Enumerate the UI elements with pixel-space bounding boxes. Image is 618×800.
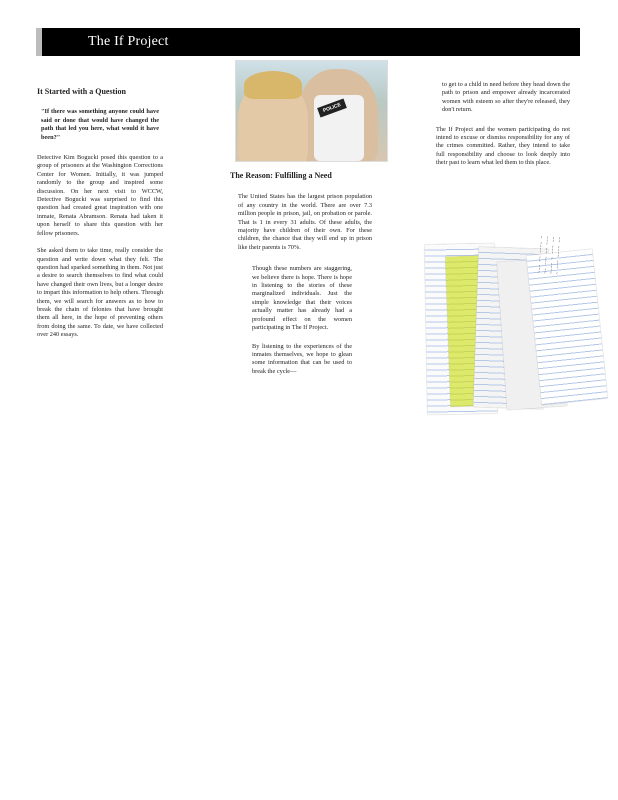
paragraph: The If Project and the women participating do not intend to excuse or dismiss responsibility for any of the crimes committed. Rather, they intend to take full responsibility and choose to look deeply into their past to learn what led them to this place.	[436, 125, 570, 167]
column-right	[436, 81, 570, 174]
paragraph: Detective Kim Bogucki posed this question to a group of prisoners at the Washington Corrections Center for Women. Initially, it was jumped randomly to the group and inspired some discussion. On her next visit to WCCW, Detective Bogucki was surprised to find this question had created great inspiration with one inmate, Renata Abramson. Renata had taken it upon herself to share this question with her fellow prisoners.	[37, 154, 163, 237]
paragraph: She asked them to take time, really consider the question and write down what they felt. The question had sparked something in them. Not just a desire to search themselves to find what could have changed their own lives, but a longer desire to impart this information to help others. Through them, we will search for answers as to how to break the chain of felonies that have brought them all here, in the hope of preventing others from doing the same. To date, we have collected over 240 essays.	[37, 247, 163, 339]
column-middle	[230, 172, 372, 376]
title-bar	[36, 28, 580, 56]
page-title: The If Project	[88, 34, 169, 49]
paragraph: The United States has the largest prison population of any country in the world. There are over 7.3 million people in prison, jail, on probation or parole. That is 1 in every 31 adults. Of these adults, the majority have children of their own. For these children, the chance that they will end up in prison like their parents is 70%.	[238, 193, 372, 251]
section-heading-started: It Started with a Question	[37, 87, 126, 96]
paragraph: to get to a child in need before they head down the path to prison and empower already incarcerated women with esteem so after they're released, they don't return.	[442, 81, 570, 114]
handwriting-marks: ~~~ ~~ ~~~~ ~ ~~ ~~~ ~~ ~~~ ~~~~ ~ ~~~ ~~ ~ ~~~ ~~~~ ~~	[536, 235, 562, 275]
handwritten-essays-image	[424, 235, 608, 420]
paragraph: Though these numbers are staggering, we believe there is hope. There is hope in listening to the stories of these marginalized individuals. Just the simple knowledge that their voices actually matter has already had a profound effect on the women participating in The If Project.	[252, 265, 352, 332]
quote-text: "If there was something anyone could have said or done that would have changed the path that led you here, what would it have been?"	[41, 108, 159, 141]
hair-shape	[244, 71, 302, 99]
paragraph: By listening to the experiences of the inmates themselves, we hope to glean some information that can be used to break the cycle—	[252, 342, 352, 375]
section-heading-reason: The Reason: Fulfilling a Need	[230, 171, 332, 180]
column-left	[37, 88, 163, 346]
police-badge: POLICE	[317, 99, 347, 118]
police-photo	[235, 60, 388, 162]
